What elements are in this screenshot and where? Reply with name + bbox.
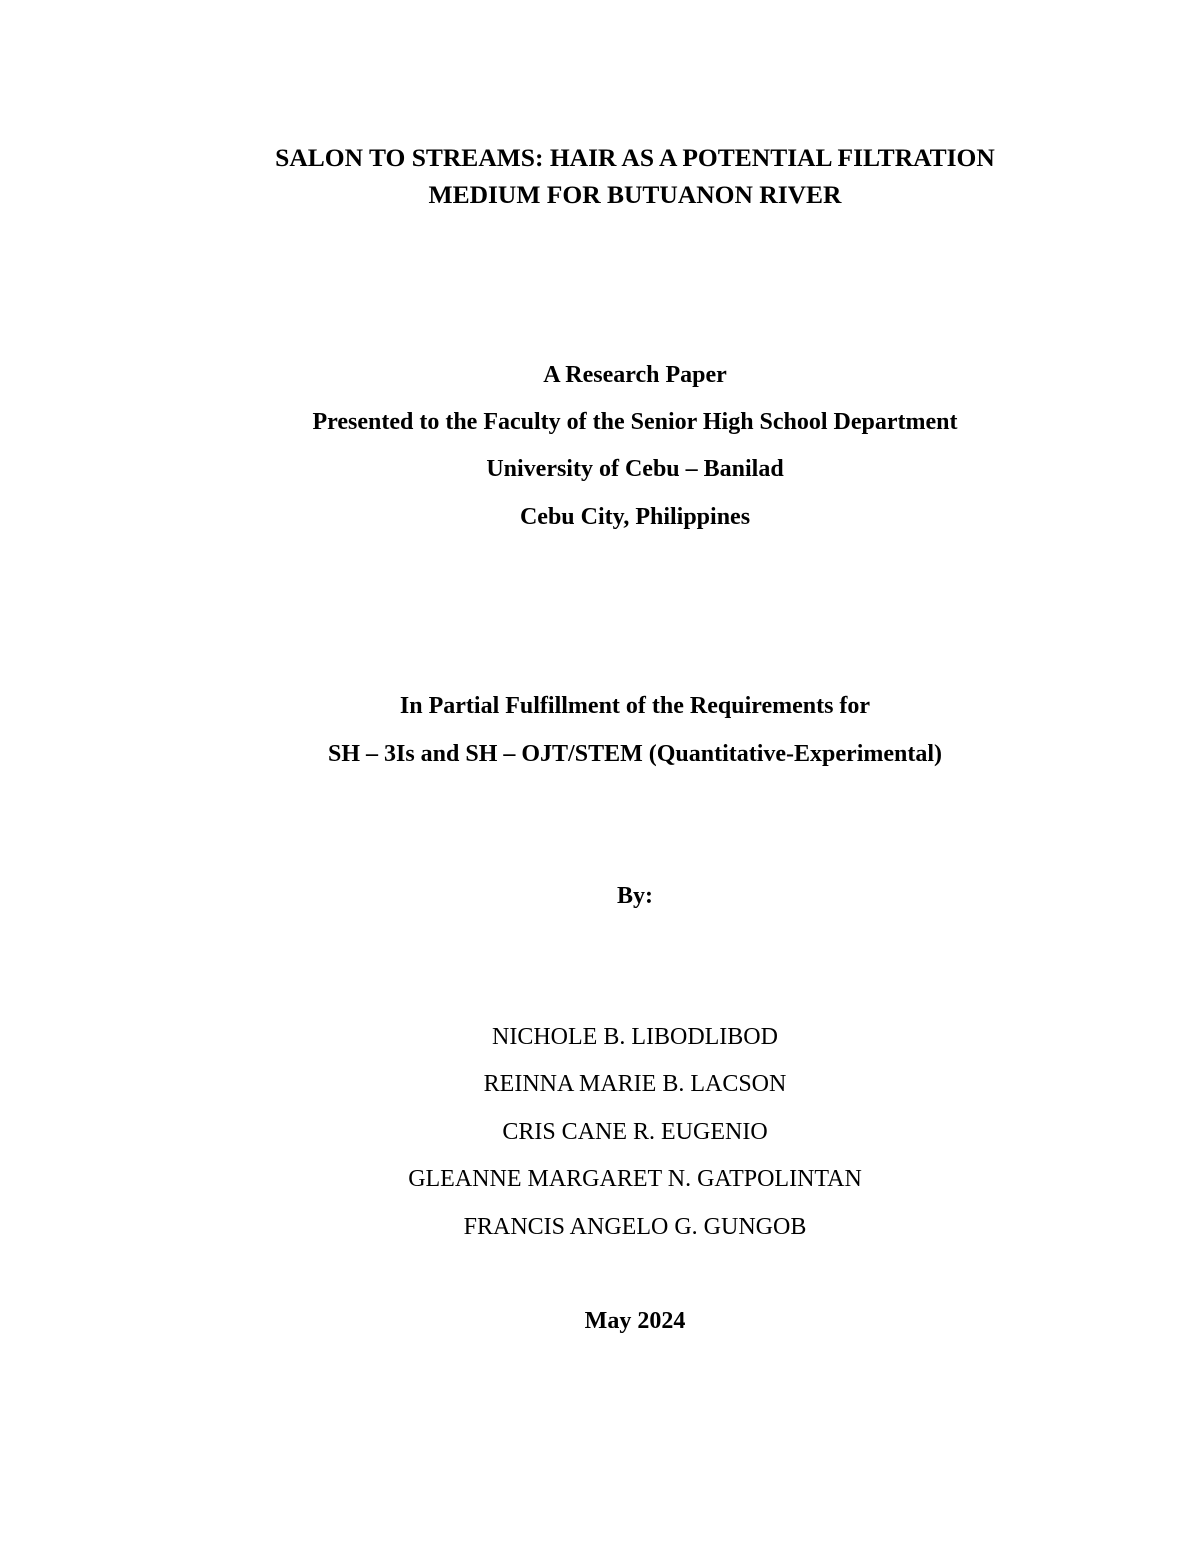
date: May 2024	[584, 1308, 686, 1334]
author-name: NICHOLE B. LIBODLIBOD	[492, 1024, 778, 1050]
author-name: FRANCIS ANGELO G. GUNGOB	[463, 1214, 807, 1240]
presentation-line-3: University of Cebu – Banilad	[486, 456, 784, 482]
presentation-line-2: Presented to the Faculty of the Senior High School Department	[312, 409, 958, 435]
presentation-line-1: A Research Paper	[543, 362, 727, 388]
author-name: GLEANNE MARGARET N. GATPOLINTAN	[408, 1166, 862, 1192]
fulfillment-line-2: SH – 3Is and SH – OJT/STEM (Quantitative-Experimental)	[327, 741, 943, 767]
author-name: CRIS CANE R. EUGENIO	[502, 1119, 768, 1145]
by-label: By:	[617, 883, 653, 909]
presentation-line-4: Cebu City, Philippines	[519, 504, 751, 530]
title-line-2: MEDIUM FOR BUTUANON RIVER	[428, 180, 842, 209]
title-line-1: SALON TO STREAMS: HAIR AS A POTENTIAL FILTRATION	[275, 143, 995, 172]
fulfillment-line-1: In Partial Fulfillment of the Requirements for	[399, 693, 871, 719]
author-name: REINNA MARIE B. LACSON	[483, 1071, 787, 1097]
